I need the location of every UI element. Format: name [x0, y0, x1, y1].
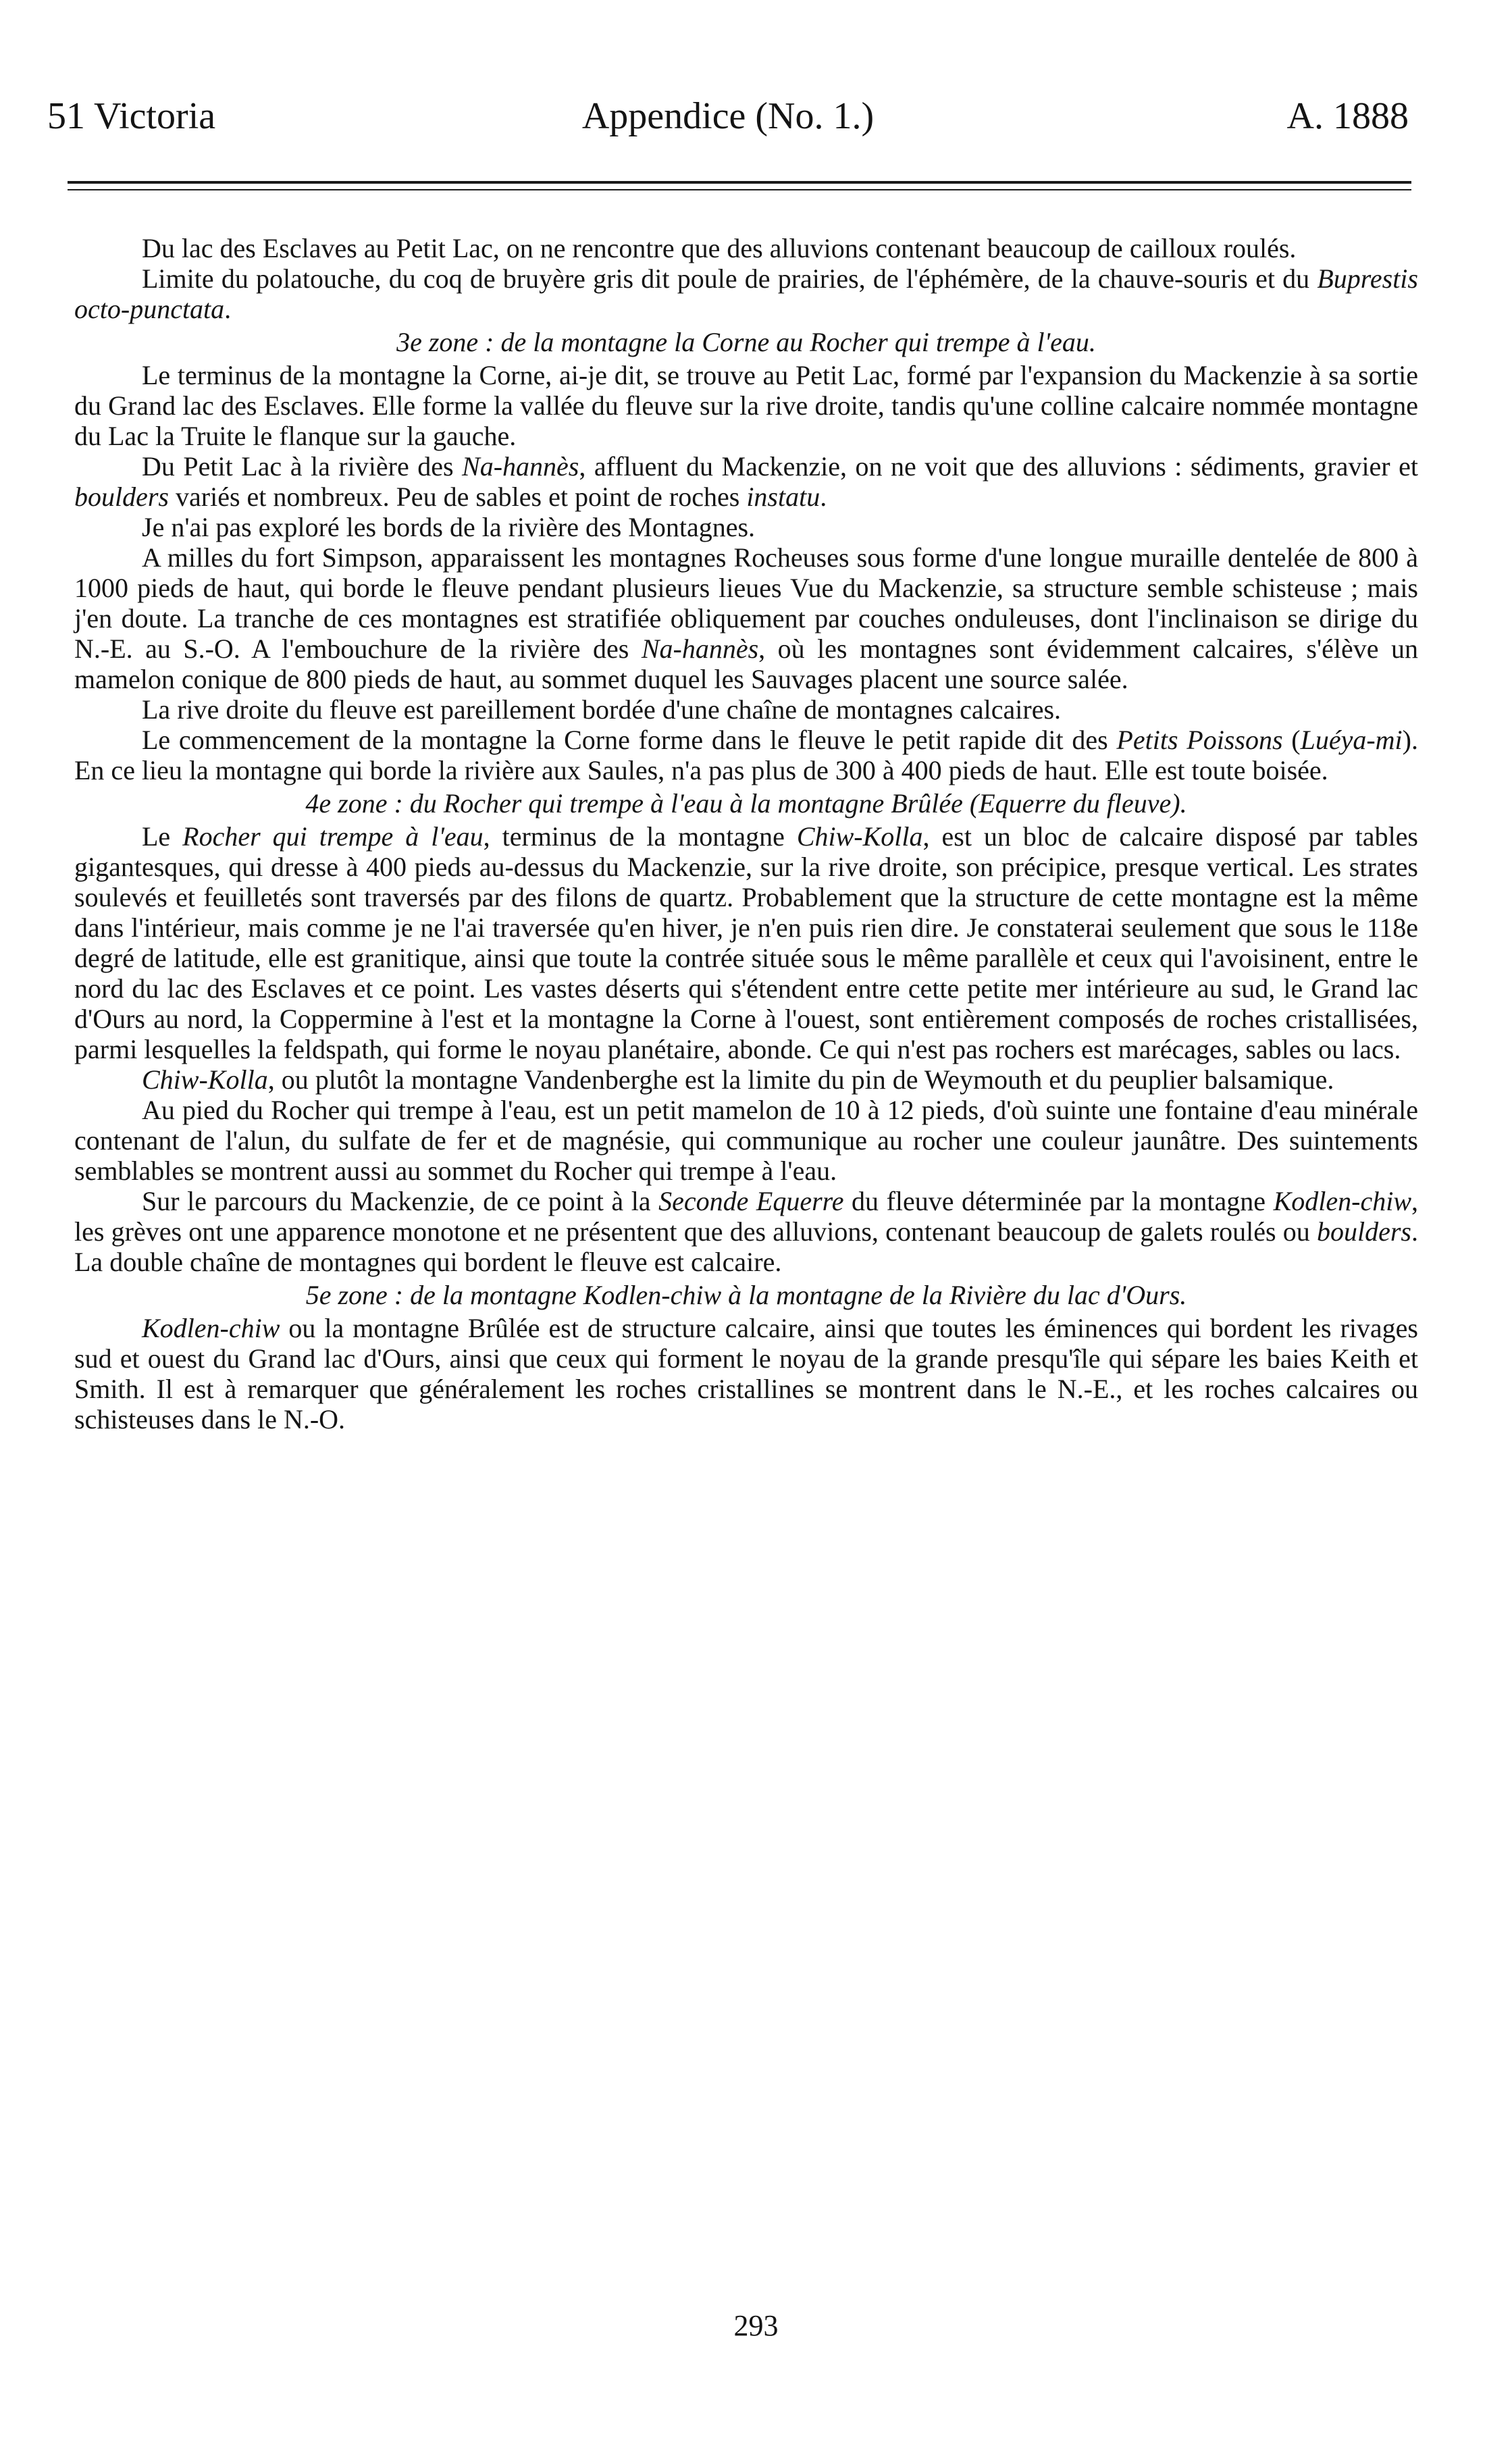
italic-term: Seconde Equerre	[658, 1186, 844, 1216]
italic-term: instatu	[746, 482, 820, 512]
text-run: du fleuve déterminée par la montagne	[843, 1186, 1274, 1216]
text-run: , terminus de la montagne	[483, 821, 797, 852]
text-run: , ou plutôt la montagne Vandenberghe est la limite du pin de Weymouth et du peuplier balsamique.	[267, 1064, 1334, 1095]
paragraph	[74, 1313, 1418, 1434]
italic-term: boulders	[74, 482, 169, 512]
paragraph	[74, 821, 1418, 1064]
text-run: Sur le parcours du Mackenzie, de ce point à la	[142, 1186, 659, 1216]
italic-term: Rocher qui trempe à l'eau	[182, 821, 484, 852]
paragraph	[74, 360, 1418, 451]
italic-term: Na-hannès	[462, 451, 579, 482]
italic-term: Luéya-mi	[1300, 725, 1403, 755]
text-run: Je n'ai pas exploré les bords de la rivière des Montagnes.	[142, 512, 756, 542]
italic-term: Buprestis octo-punctata	[74, 263, 1418, 324]
italic-term: Kodlen-chiw	[1273, 1186, 1411, 1216]
italic-term: Na-hannès	[641, 633, 759, 664]
paragraph	[74, 1186, 1418, 1277]
header-rule-thick	[68, 181, 1411, 184]
text-run: Au pied du Rocher qui trempe à l'eau, est un petit mamelon de 10 à 12 pieds, d'où suinte une fontaine d'eau minérale contenant de l'alun, du sulfate de fer et de magnésie, qui communique au rocher une couleur jaunâtre. Des suintements semblables se montrent aussi au sommet du Rocher qui trempe à l'eau.	[74, 1095, 1418, 1186]
text-run: Le commencement de la montagne la Corne forme dans le fleuve le petit rapide dit des	[142, 725, 1117, 755]
paragraph	[74, 542, 1418, 694]
paragraph	[74, 1095, 1418, 1186]
page-body	[74, 233, 1418, 1434]
zone-heading: 3e zone : de la montagne la Corne au Rocher qui trempe à l'eau.	[396, 327, 1096, 357]
text-run: Le	[142, 821, 183, 852]
text-run: (	[1282, 725, 1301, 755]
text-run: , où les montagnes sont évidemment calcaires, s'élève un mamelon conique de 800 pieds de haut, au sommet duquel les Sauvages placent une source salée.	[74, 633, 1418, 694]
text-run: Limite du polatouche, du coq de bruyère gris dit poule de prairies, de l'éphémère, de la chauve-souris et du	[142, 263, 1318, 294]
text-run: Le terminus de la montagne la Corne, ai-je dit, se trouve au Petit Lac, formé par l'expansion du Mackenzie à sa sortie du Grand lac des Esclaves. Elle forme la vallée du fleuve sur la rive droite, tandis qu'une colline calcaire nommée montagne du Lac la Truite le flanque sur la gauche.	[74, 360, 1418, 451]
text-run: , les grèves ont une apparence monotone et ne présentent que des alluvions, contenant beaucoup de galets roulés ou	[74, 1186, 1418, 1247]
paragraph	[74, 725, 1418, 785]
paragraph	[74, 512, 1418, 542]
text-run: ). En ce lieu la montagne qui borde la rivière aux Saules, n'a pas plus de 300 à 400 pieds de haut. Elle est toute boisée.	[74, 725, 1418, 785]
header-session: 51 Victoria	[47, 95, 216, 137]
zone-heading: 5e zone : de la montagne Kodlen-chiw à la montagne de la Rivière du lac d'Ours.	[305, 1280, 1187, 1310]
text-run: , est un bloc de calcaire disposé par tables gigantesques, qui dresse à 400 pieds au-dessus du Mackenzie, sur la rive droite, son précipice, presque vertical. Les strates soulevés et feuilletés sont traversés par des filons de quartz. Probablement que la structure de cette montagne est la même dans l'intérieur, mais comme je ne l'ai traversée qu'en hiver, je n'en puis rien dire. Je constaterai seulement que sous le 118e degré de latitude, elle est granitique, ainsi que toute la contrée située sous le même parallèle et ceux qui l'avoisinent, entre le nord du lac des Esclaves et ce point. Les vastes déserts qui s'étendent entre cette petite mer intérieure au sud, le Grand lac d'Ours au nord, la Coppermine à l'est et la montagne la Corne à l'ouest, sont entièrement composés de roches cristallisées, parmi lesquelles la feldspath, qui forme le noyau planétaire, abonde. Ce qui n'est pas rochers est marécages, sables ou lacs.	[74, 821, 1418, 1064]
text-run: .	[224, 294, 232, 324]
paragraph	[74, 1064, 1418, 1095]
header-year: A. 1888	[1286, 95, 1409, 137]
paragraph	[74, 263, 1418, 324]
text-run: La rive droite du fleuve est pareillement bordée d'une chaîne de montagnes calcaires.	[142, 694, 1062, 725]
header-appendix: Appendice (No. 1.)	[581, 95, 875, 137]
text-run: . La double chaîne de montagnes qui bordent le fleuve est calcaire.	[74, 1216, 1418, 1277]
text-run: A milles du fort Simpson, apparaissent les montagnes Rocheuses sous forme d'une longue muraille dentelée de 800 à 1000 pieds de haut, qui borde le fleuve pendant plusieurs lieues Vue du Mackenzie, sa structure semble schisteuse ; mais j'en doute. La tranche de ces montagnes est stratifiée obliquement par couches onduleuses, dont l'inclinaison se dirige du N.-E. au S.-O. A l'embouchure de la rivière des	[74, 542, 1418, 664]
header-rule-thin	[68, 189, 1411, 190]
paragraph	[74, 694, 1418, 725]
text-run: .	[820, 482, 827, 512]
text-run: Du lac des Esclaves au Petit Lac, on ne rencontre que des alluvions contenant beaucoup de cailloux roulés.	[142, 233, 1297, 263]
text-run: ou la montagne Brûlée est de structure calcaire, ainsi que toutes les éminences qui bordent les rivages sud et ouest du Grand lac d'Ours, ainsi que ceux qui forment le noyau de la grande presqu'île qui sépare les baies Keith et Smith. Il est à remarquer que généralement les roches cristallines se montrent dans le N.-E., et les roches calcaires ou schisteuses dans le N.-O.	[74, 1313, 1418, 1434]
paragraph	[74, 451, 1418, 512]
italic-term: Kodlen-chiw	[142, 1313, 280, 1343]
text-run: Du Petit Lac à la rivière des	[142, 451, 463, 482]
italic-term: Petits Poissons	[1116, 725, 1283, 755]
zone-heading: 4e zone : du Rocher qui trempe à l'eau à la montagne Brûlée (Equerre du fleuve).	[305, 788, 1187, 819]
running-header	[47, 81, 1409, 142]
text-run: variés et nombreux. Peu de sables et point de roches	[169, 482, 747, 512]
page-number: 293	[733, 2309, 779, 2342]
paragraph	[74, 233, 1418, 263]
italic-term: Chiw-Kolla	[142, 1064, 268, 1095]
text-run: , affluent du Mackenzie, on ne voit que des alluvions : sédiments, gravier et	[579, 451, 1419, 482]
italic-term: Chiw-Kolla	[796, 821, 923, 852]
italic-term: boulders	[1317, 1216, 1411, 1247]
